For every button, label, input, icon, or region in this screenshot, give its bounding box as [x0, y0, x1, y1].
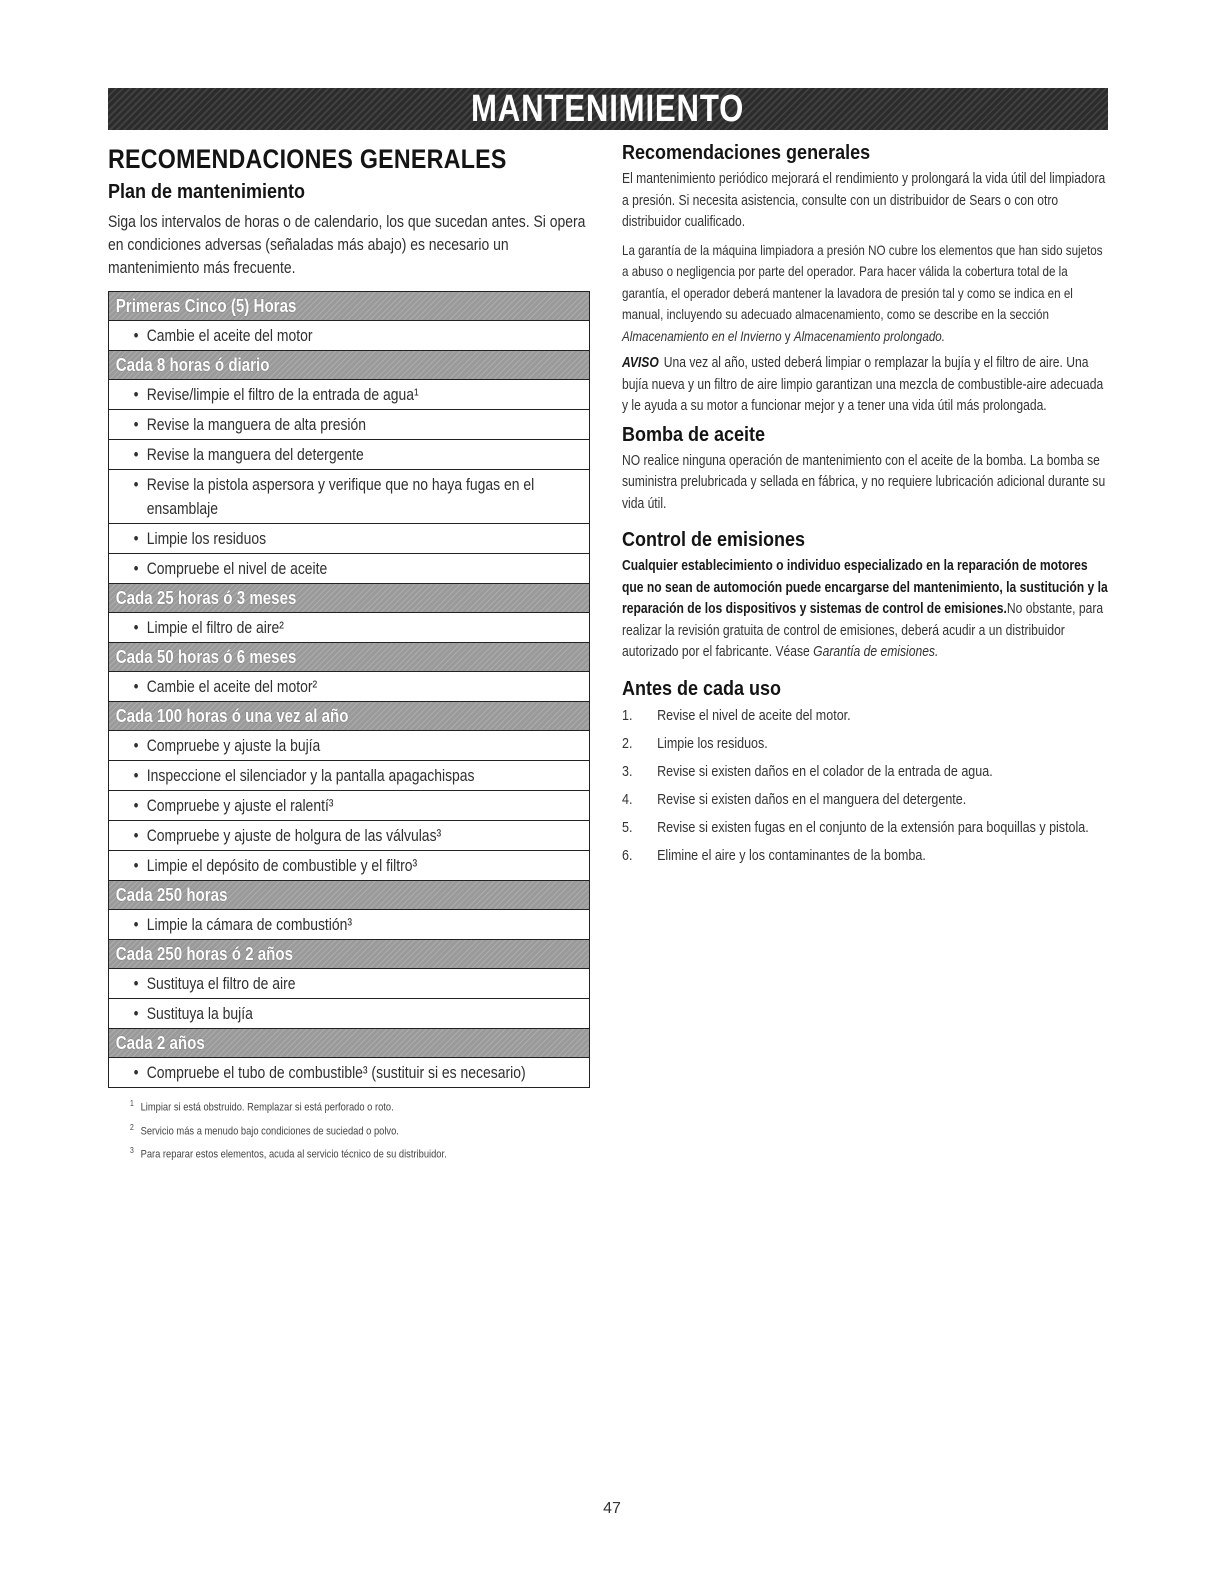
task-text: • Compruebe y ajuste de holgura de las válvulas³: [109, 821, 573, 850]
before-use-step: [622, 789, 1106, 810]
interval-label: Primeras Cinco (5) Horas: [115, 296, 297, 316]
interval-label: Cada 2 años: [115, 1033, 205, 1053]
schedule-task-row: [109, 672, 589, 702]
footnotes: [108, 1094, 590, 1165]
long-storage-reference: Almacenamiento prolongado.: [793, 327, 945, 344]
task-text: • Compruebe y ajuste el ralentí³: [109, 791, 573, 820]
oil-pump-heading: Bomba de aceite: [622, 423, 766, 446]
step-number: 5.: [622, 818, 633, 836]
general-paragraph: El mantenimiento periódico mejorará el rendimiento y prolongará la vida útil del limpiadora a presión. Si necesita asistencia, consulte con un distribuidor de Sears o con otro distribuidor cualificado.: [622, 171, 1106, 230]
task-text: • Cambie el aceite del motor: [109, 321, 573, 350]
interval-label: Cada 250 horas: [115, 885, 228, 905]
notice-paragraph: [622, 353, 1110, 418]
left-column: [108, 142, 590, 1165]
winter-storage-reference: Almacenamiento en el Invierno: [622, 327, 782, 344]
schedule-heading: Plan de mantenimiento: [108, 181, 306, 203]
schedule-task-row: [109, 969, 589, 999]
schedule-task-row: [109, 321, 589, 351]
schedule-interval-header: [109, 643, 589, 672]
task-text: • Limpie la cámara de combustión³: [109, 910, 573, 939]
emissions-warranty-reference: Garantía de emisiones.: [813, 644, 939, 660]
before-use-step: [622, 733, 1106, 754]
schedule-task-row: [109, 851, 589, 881]
task-text: • Limpie el filtro de aire²: [109, 613, 573, 642]
step-number: 1.: [622, 706, 633, 724]
before-use-step: [622, 705, 1106, 726]
emissions-paragraph: [622, 556, 1110, 664]
step-number: 6.: [622, 846, 633, 864]
task-text: • Sustituya la bujía: [109, 999, 573, 1028]
task-text: • Revise la pistola aspersora y verifique que no haya fugas en el ensamblaje: [109, 470, 573, 523]
maintenance-schedule-table: [108, 291, 590, 1088]
emissions-heading: Control de emisiones: [622, 529, 806, 551]
interval-label: Cada 8 horas ó diario: [115, 355, 270, 375]
schedule-interval-header: [109, 1029, 589, 1058]
schedule-task-row: [109, 380, 589, 410]
footnote: [130, 1118, 521, 1142]
footnote-text: Limpiar si está obstruido. Remplazar si está perforado o roto.: [140, 1101, 394, 1114]
schedule-task-row: [109, 761, 589, 791]
step-number: 2.: [622, 734, 633, 752]
footnote: [130, 1141, 521, 1165]
schedule-task-row: [109, 440, 589, 470]
task-text: • Cambie el aceite del motor²: [109, 672, 573, 701]
notice-label: AVISO: [622, 355, 659, 371]
task-text: • Compruebe el tubo de combustible³ (sustituir si es necesario): [109, 1058, 573, 1087]
task-text: • Limpie el depósito de combustible y el filtro³: [109, 851, 573, 880]
warranty-text: La garantía de la máquina limpiadora a presión NO cubre los elementos que han sido sujetos a abuso o negligencia por parte del operador. Para hacer válida la cobertura total de la garantía, el operador deberá mantener la lavadora de presión tal y como se indica en el manual, incluyendo su adecuado almacenamiento, como se describe en la sección: [622, 241, 1103, 322]
emissions-text: No obstante, para realizar la revisión gratuita de control de emisiones, deberá acudir a un distribuidor autorizado por el fabricante. Véase: [622, 601, 1104, 660]
schedule-task-row: [109, 910, 589, 940]
general-recommendations-heading: Recomendaciones generales: [622, 142, 871, 164]
task-text: • Revise la manguera del detergente: [109, 440, 573, 469]
task-text: • Compruebe el nivel de aceite: [109, 554, 573, 583]
footnote-text: Para reparar estos elementos, acuda al servicio técnico de su distribuidor.: [140, 1148, 447, 1161]
before-use-step: [622, 817, 1106, 838]
footnote-mark: 1: [130, 1099, 134, 1108]
schedule-task-row: [109, 791, 589, 821]
task-text: • Revise la manguera de alta presión: [109, 410, 573, 439]
schedule-task-row: [109, 731, 589, 761]
step-text: Elimine el aire y los contaminantes de la bomba.: [657, 846, 926, 864]
interval-label: Cada 50 horas ó 6 meses: [115, 647, 297, 667]
step-number: 4.: [622, 790, 633, 808]
schedule-task-row: [109, 821, 589, 851]
notice-text: Una vez al año, usted deberá limpiar o remplazar la bujía y el filtro de aire. Una bujía nueva y un filtro de aire limpio garantizan una mezcla de combustible-aire adecuada y le ayuda a su motor a funcionar mejor y a tener una vida útil más prolongada.: [622, 355, 1104, 414]
warranty-paragraph: [622, 240, 1112, 348]
right-column: [622, 142, 1110, 873]
schedule-task-row: [109, 613, 589, 643]
step-text: Revise el nivel de aceite del motor.: [657, 706, 851, 724]
task-text: • Limpie los residuos: [109, 524, 573, 553]
step-text: Limpie los residuos.: [657, 734, 768, 752]
before-use-heading: Antes de cada uso: [622, 677, 782, 700]
section-banner: [108, 88, 1108, 130]
schedule-task-row: [109, 999, 589, 1029]
task-text: • Sustituya el filtro de aire: [109, 969, 573, 998]
before-use-steps: [622, 705, 1110, 866]
before-use-step: [622, 761, 1106, 782]
schedule-interval-header: [109, 940, 589, 969]
schedule-task-row: [109, 410, 589, 440]
page-number: 47: [603, 1500, 621, 1517]
schedule-task-row: [109, 554, 589, 584]
schedule-task-row: [109, 1058, 589, 1087]
before-use-step: [622, 845, 1106, 866]
schedule-interval-header: [109, 881, 589, 910]
schedule-task-row: [109, 524, 589, 554]
task-text: • Revise/limpie el filtro de la entrada de agua¹: [109, 380, 573, 409]
interval-label: Cada 100 horas ó una vez al año: [115, 706, 349, 726]
oil-pump-text: NO realice ninguna operación de mantenimiento con el aceite de la bomba. La bomba se suministra prelubricada y sellada en fábrica, y no requiere lubricación adicional durante su vida útil.: [622, 452, 1106, 512]
footnote-mark: 2: [130, 1122, 134, 1132]
schedule-interval-header: [109, 584, 589, 613]
schedule-task-row: [109, 470, 589, 524]
footnote-mark: 3: [130, 1146, 134, 1156]
footnote: [130, 1094, 521, 1118]
step-text: Revise si existen fugas en el conjunto de la extensión para boquillas y pistola.: [657, 818, 1089, 836]
schedule-intro: Siga los intervalos de horas o de calendario, los que sucedan antes. Si opera en condiciones adversas (señaladas más abajo) es necesario un mantenimiento más frecuente.: [108, 212, 586, 277]
schedule-interval-header: [109, 351, 589, 380]
step-text: Revise si existen daños en el manguera del detergente.: [657, 790, 967, 808]
interval-label: Cada 25 horas ó 3 meses: [115, 588, 297, 608]
schedule-interval-header: [109, 292, 589, 321]
step-number: 3.: [622, 762, 633, 780]
emissions-bold-text: Cualquier establecimiento o individuo especializado en la reparación de motores que no sean de automoción puede encargarse del mantenimiento, la sustitución y la reparación de los dispositivos y sistemas de control de emisiones.: [622, 558, 1108, 617]
task-text: • Compruebe y ajuste la bujía: [109, 731, 573, 760]
step-text: Revise si existen daños en el colador de la entrada de agua.: [657, 762, 993, 780]
schedule-interval-header: [109, 702, 589, 731]
reference-join: y: [784, 327, 791, 344]
main-heading: RECOMENDACIONES GENERALES: [108, 144, 507, 174]
banner-title: MANTENIMIENTO: [471, 88, 745, 130]
interval-label: Cada 250 horas ó 2 años: [115, 944, 294, 964]
footnote-text: Servicio más a menudo bajo condiciones de suciedad o polvo.: [140, 1125, 399, 1138]
task-text: • Inspeccione el silenciador y la pantalla apagachispas: [109, 761, 573, 790]
